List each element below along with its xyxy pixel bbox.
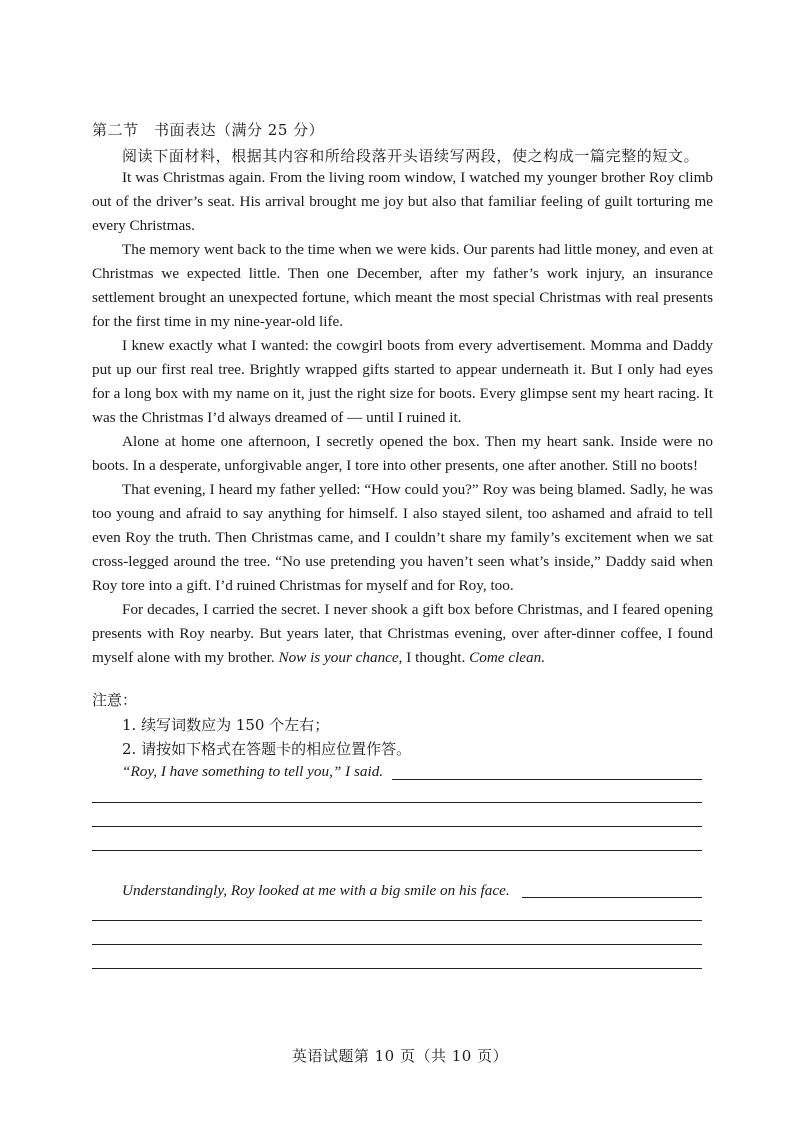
section-heading: 第二节 书面表达（满分 25 分） [92,121,325,139]
story-paragraph-6-text: For decades, I carried the secret. I never shook a gift box before Christmas, and I feared opening presents with Roy nearby. But years later, that Christmas evening, over after-dinner coffee, I found myself alone with my brother. [92,601,713,666]
page-footer: 英语试题第 10 页（共 10 页） [291,1047,509,1065]
note-answer-format: 2. 请按如下格式在答题卡的相应位置作答。 [122,740,412,758]
story-paragraph-6-mid: , I thought. [398,649,470,666]
answer-line[interactable] [92,850,702,851]
note-word-count: 1. 续写词数应为 150 个左右； [122,716,330,734]
story-passage [92,166,713,670]
story-paragraph-4: Alone at home one afternoon, I secretly opened the box. Then my heart sank. Inside were no boots. In a desperate, unforgivable anger, I tore into other presents, one after another. Still no boots! [92,433,713,474]
answer-line[interactable] [92,920,702,921]
story-paragraph-1: It was Christmas again. From the living room window, I watched my younger brother Roy climb out of the driver’s seat. His arrival brought me joy but also that familiar feeling of guilt torturing me every Christmas. [92,169,713,234]
story-paragraph-5: That evening, I heard my father yelled: “How could you?” Roy was being blamed. Sadly, he was too young and afraid to say anything for himself. I also stayed silent, too ashamed and afraid to tell even Roy the truth. Then Christmas came, and I couldn’t share my family’s excitement when we sat cross-legged around the tree. “No use pretending you haven’t seen what’s inside,” Daddy said when Roy tore into a gift. I’d ruined Christmas for myself and for Roy, too. [92,481,713,594]
story-paragraph-3: I knew exactly what I wanted: the cowgirl boots from every advertisement. Momma and Daddy put up our first real tree. Brightly wrapped gifts started to appear underneath it. But I only had eyes for a long box with my name on it, just the right size for boots. Every glimpse sent my heart racing. It was the Christmas I’d always dreamed of — until I ruined it. [92,337,713,426]
story-paragraph-6-italic-1: Now is your chance [278,649,399,666]
notes-title: 注意： [92,691,138,709]
answer-line[interactable] [92,802,702,803]
answer-line[interactable] [92,826,702,827]
answer-line[interactable] [392,779,702,780]
story-paragraph-6 [92,598,713,670]
paragraph-2-opener: Understandingly, Roy looked at me with a big smile on his face. [122,882,510,899]
story-paragraph-2: The memory went back to the time when we were kids. Our parents had little money, and even at Christmas we expected little. Then one December, after my father’s work injury, an insurance settlement brought an unexpected fortune, which meant the most special Christmas with real presents for the first time in my nine-year-old life. [92,241,713,330]
paragraph-1-opener: “Roy, I have something to tell you,” I said. [122,763,384,780]
answer-line[interactable] [522,897,702,898]
answer-line[interactable] [92,968,702,969]
story-paragraph-6-italic-2: Come clean. [469,649,546,666]
task-instruction: 阅读下面材料，根据其内容和所给段落开头语续写两段，使之构成一篇完整的短文。 [122,147,700,165]
answer-line[interactable] [92,944,702,945]
